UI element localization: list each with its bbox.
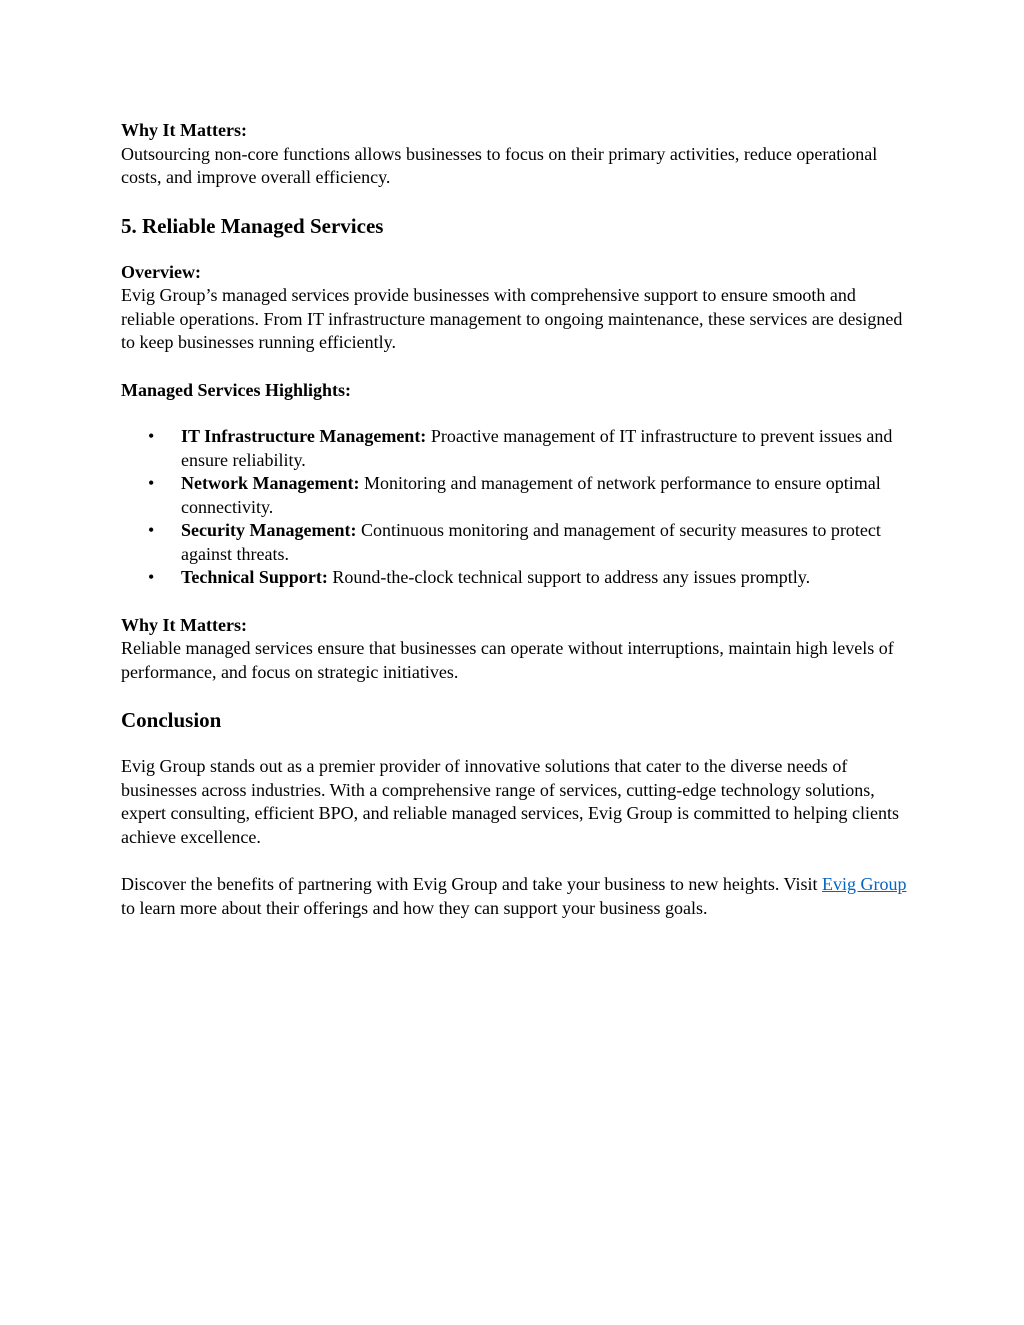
highlights-heading: Managed Services Highlights: (121, 379, 351, 400)
conclusion-paragraph-cta (121, 873, 911, 920)
section-5-title: 5. Reliable Managed Services (121, 213, 384, 238)
conclusion-title: Conclusion (121, 708, 222, 732)
overview-text: Evig Group’s managed services provide businesses with comprehensive support to ensure smooth and reliable operations. From IT infrastructure management to ongoing maintenance, these services are designed to keep businesses running efficiently. (121, 285, 903, 352)
highlight-term: Network Management: (181, 473, 360, 493)
list-item (121, 566, 911, 590)
overview-heading: Overview: (121, 261, 201, 282)
highlight-term: Technical Support: (181, 567, 328, 587)
bullet-icon: • (148, 473, 155, 493)
bullet-icon: • (148, 426, 155, 446)
bullet-icon: • (148, 520, 155, 540)
highlight-text: Continuous monitoring and management of security measures to protect against threats. (181, 520, 881, 564)
document-page (121, 119, 911, 920)
why-it-matters-heading: Why It Matters: (121, 614, 247, 635)
highlight-term: IT Infrastructure Management: (181, 426, 427, 446)
list-item (121, 519, 911, 566)
why-it-matters-heading: Why It Matters: (121, 120, 247, 140)
cta-text-before: Discover the benefits of partnering with Evig Group and take your business to new heights. Visit (121, 874, 822, 894)
why-it-matters-text: Reliable managed services ensure that businesses can operate without interruptions, maintain high levels of performance, and focus on strategic initiatives. (121, 638, 894, 682)
highlight-text: Round-the-clock technical support to address any issues promptly. (327, 567, 811, 587)
highlight-text: Proactive management of IT infrastructure to prevent issues and ensure reliability. (181, 426, 893, 470)
highlight-term: Security Management: (181, 520, 357, 540)
bullet-icon: • (148, 567, 155, 587)
conclusion-paragraph: Evig Group stands out as a premier provider of innovative solutions that cater to the diverse needs of businesses across industries. With a comprehensive range of services, cutting-edge technology solutions, expert consulting, efficient BPO, and reliable managed services, Evig Group is committed to helping clients achieve excellence. (121, 756, 899, 847)
evig-group-link[interactable]: Evig Group (821, 874, 907, 894)
highlights-list (121, 425, 911, 590)
cta-text-after: to learn more about their offerings and how they can support your business goals. (121, 897, 708, 918)
list-item (121, 472, 911, 519)
highlight-text: Monitoring and management of network performance to ensure optimal connectivity. (181, 473, 881, 517)
list-item (121, 425, 911, 472)
why-it-matters-text: Outsourcing non-core functions allows businesses to focus on their primary activities, reduce operational costs, and improve overall efficiency. (121, 143, 878, 187)
